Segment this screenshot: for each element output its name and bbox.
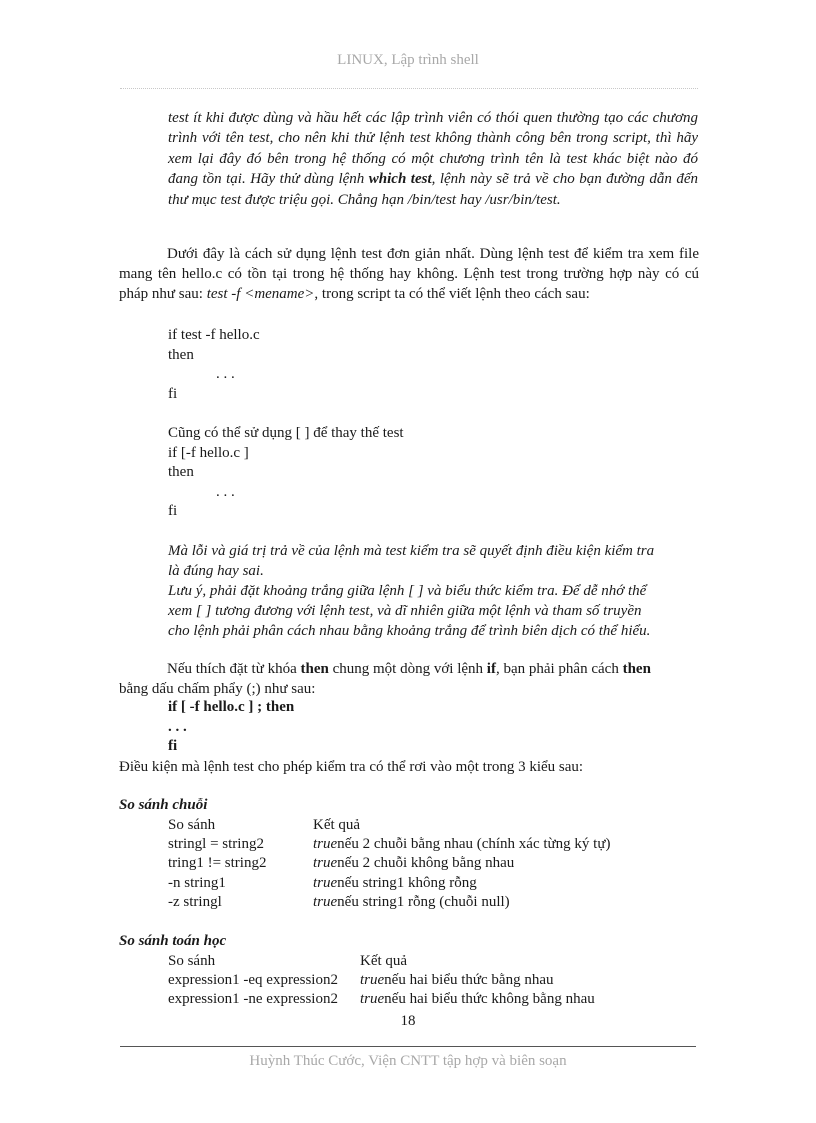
section-title-string-compare: So sánh chuỗi bbox=[119, 797, 208, 813]
table-header: So sánh Kết quả bbox=[168, 817, 361, 833]
table-row: tring1 != string2 true nếu 2 chuỗi không bằng nhau bbox=[168, 855, 515, 871]
page-number: 18 bbox=[400, 1013, 416, 1029]
header-rule bbox=[120, 88, 698, 89]
code-block-3: if [ -f hello.c ] ; then . . . fi bbox=[168, 699, 295, 754]
page-header: LINUX, Lập trình shell bbox=[337, 52, 479, 68]
note-block-2: Mà lỗi và giá trị trả về của lệnh mà test kiểm tra sẽ quyết định điều kiện kiểm tra là đúng hay sai. Lưu ý, phải đặt khoảng trắng giữa lệnh [ ] và biểu thức kiểm tra. Để dễ nhớ thể xem [ ] tương đương với lệnh test, và dĩ nhiên giữa một lệnh và tham số truyền cho lệnh phải phân cách nhau bằng khoảng trắng để trình biên dịch có thể hiểu. bbox=[168, 543, 655, 639]
table-row: expression1 -ne expression2 true nếu hai biểu thức không bằng nhau bbox=[168, 991, 595, 1007]
footer-rule bbox=[120, 1046, 696, 1047]
body-paragraph-3: Điều kiện mà lệnh test cho phép kiểm tra có thể rơi vào một trong 3 kiểu sau: bbox=[119, 759, 584, 775]
table-row: -n string1 true nếu string1 không rỗng bbox=[168, 875, 477, 891]
code-block-1: if test -f hello.c then . . . fi bbox=[168, 327, 260, 402]
body-paragraph-2-line-2: bằng dấu chấm phẩy (;) như sau: bbox=[119, 681, 316, 697]
note-paragraph: test ít khi được dùng và hầu hết các lập trình viên có thói quen thường tạo các chương trình với tên test, cho nên khi thử lệnh test không thành công bên trong script, thì hãy xem lại đây đó bên trong hệ thống có một chương trình tên là test khác biệt nào đó đang tồn tại. Hãy thử dùng lệnh which test, lệnh này sẽ trả về cho bạn đường dẫn đến thư mục test được triệu gọi. Chẳng hạn /bin/test hay /usr/bin/test. bbox=[168, 110, 698, 208]
code-block-2: Cũng có thể sử dụng [ ] để thay thế test if [-f hello.c ] then . . . fi bbox=[168, 425, 404, 519]
page-footer: Huỳnh Thúc Cước, Viện CNTT tập hợp và biên soạn bbox=[249, 1053, 567, 1069]
table-row: expression1 -eq expression2 true nếu hai biểu thức bằng nhau bbox=[168, 972, 554, 988]
body-paragraph-2-line-1: Nếu thích đặt từ khóa then chung một dòng với lệnh if, bạn phải phân cách then bbox=[167, 661, 651, 677]
body-paragraph-1: Dưới đây là cách sử dụng lệnh test đơn giản nhất. Dùng lệnh test để kiểm tra xem file mang tên hello.c có tồn tại trong hệ thống hay không. Lệnh test trong trường hợp này có cú pháp như sau: test -f <mename>, trong script ta có thể viết lệnh theo cách sau: bbox=[119, 246, 699, 302]
table-header: So sánh Kết quả bbox=[168, 953, 408, 969]
table-row: -z stringl true nếu string1 rỗng (chuỗi null) bbox=[168, 894, 510, 910]
section-title-math-compare: So sánh toán học bbox=[119, 933, 227, 949]
table-row: stringl = string2 true nếu 2 chuỗi bằng nhau (chính xác từng ký tự) bbox=[168, 836, 611, 852]
